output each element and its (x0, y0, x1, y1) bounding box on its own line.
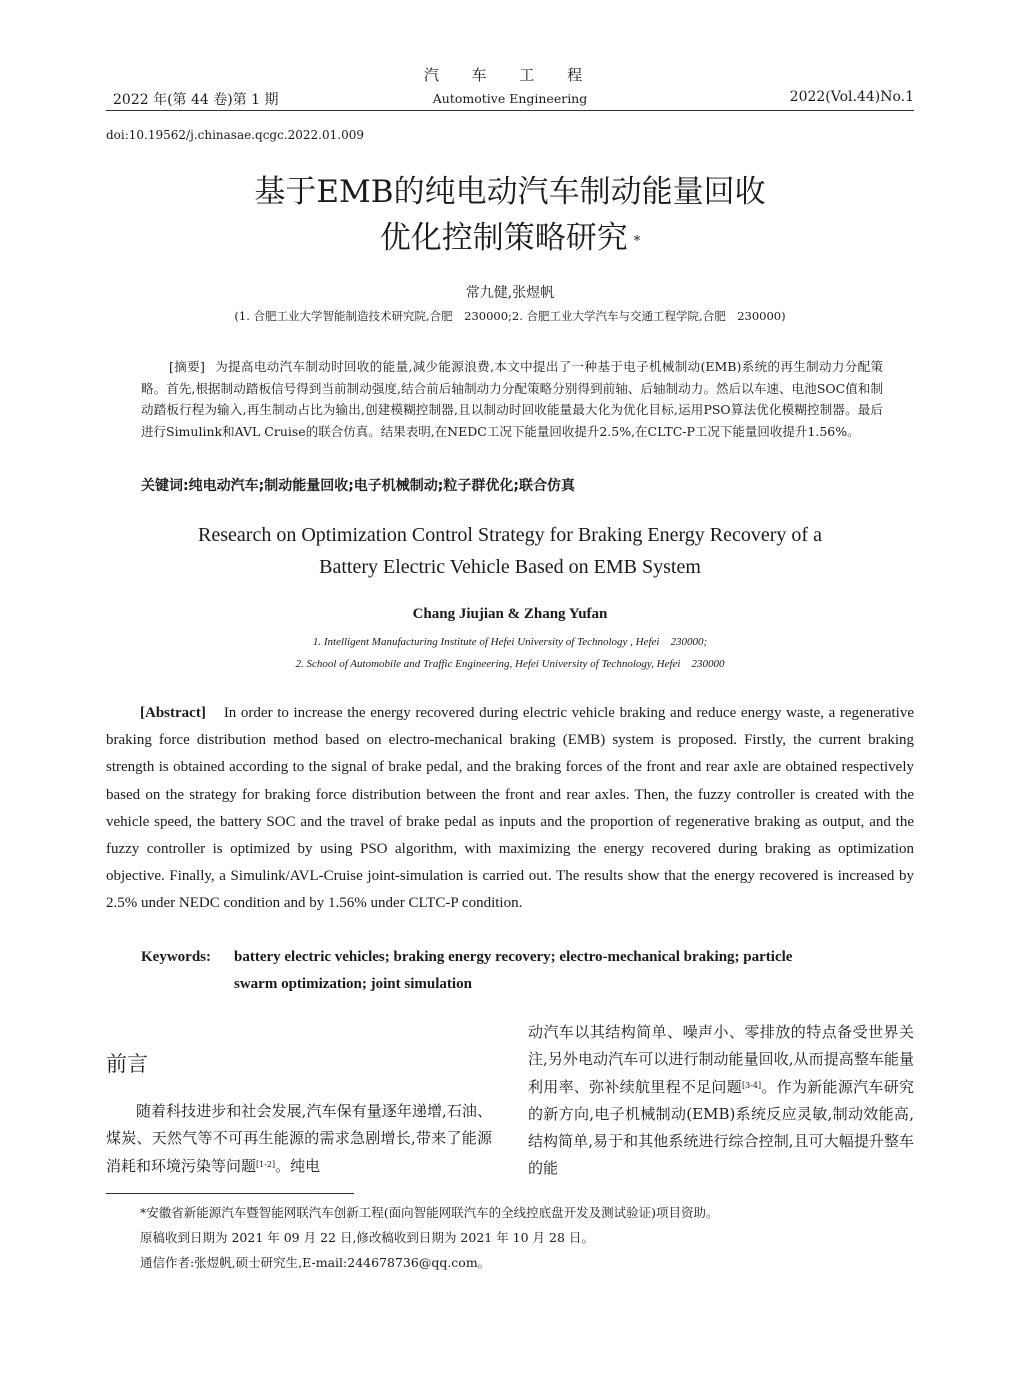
doi: doi:10.19562/j.chinasae.qcgc.2022.01.009 (106, 128, 364, 142)
keywords-cn-label: 关键词: (141, 478, 189, 494)
journal-title-cn: 汽 车 工 程 (423, 66, 597, 84)
issue-info-en: 2022(Vol.44)No.1 (789, 89, 914, 105)
body-right-text-b: 。作为新能源汽车研究的新方向,电子机械制动(EMB)系统反应灵敏,制动效能高,结构简单,易于和其他系统进行综合控制,且可大幅提升整车的能 (528, 1077, 914, 1178)
body-right-text-a: 动汽车以其结构简单、噪声小、零排放的特点备受世界关注,另外电动汽车可以进行制动能量回收,从而提高整车能量利用率、弥补续航里程不足问题 (528, 1023, 914, 1096)
keywords-en-label: Keywords: (141, 949, 211, 965)
body-left-column (106, 1098, 492, 1180)
keywords-cn (141, 475, 575, 495)
body-left-text-a: 随着科技进步和社会发展,汽车保有量逐年递增,石油、煤炭、天然气等不可再生能源的需求急剧增长,带来了能源消耗和环境污染等问题 (106, 1102, 492, 1175)
footnote-dates: 原稿收到日期为 2021 年 09 月 22 日,修改稿收到日期为 2021 年 10 月 28 日。 (140, 1230, 594, 1245)
title-footnote-mark: * (633, 234, 641, 249)
keywords-cn-text: 纯电动汽车;制动能量回收;电子机械制动;粒子群优化;联合仿真 (188, 478, 576, 494)
section-heading: 前言 (106, 1052, 148, 1076)
issue-info-cn: 2022 年(第 44 卷)第 1 期 (113, 92, 279, 108)
keywords-en-line2: swarm optimization; joint simulation (234, 976, 472, 992)
title-en-line2: Battery Electric Vehicle Based on EMB System (319, 556, 701, 578)
title-cn-line2 (0, 214, 1020, 262)
keywords-en-line1: battery electric vehicles; braking energy recovery; electro-mechanical braking; particle (234, 949, 793, 965)
footnote-fund: *安徽省新能源汽车暨智能网联汽车创新工程(面向智能网联汽车的全线控底盘开发及测试验证)项目资助。 (140, 1205, 719, 1220)
keywords-en (141, 944, 914, 998)
body-left-text-b: 。纯电 (275, 1156, 321, 1175)
journal-title-en: Automotive Engineering (432, 91, 588, 106)
authors-cn: 常九健,张煜帆 (465, 285, 555, 301)
abstract-cn-text: 为提高电动汽车制动时回收的能量,减少能源浪费,本文中提出了一种基于电子机械制动(EMB)系统的再生制动力分配策略。首先,根据制动踏板信号得到当前制动强度,结合前后轴制动力分配策略分别得到前轴、后轴制动力。然后以车速、电池SOC值和制动踏板行程为输入,再生制动占比为输出,创建模糊控制器,且以制动时回收能量最大化为优化目标,运用PSO算法优化模糊控制器。最后进行Simulink和AVL Cruise的联合仿真。结果表明,在NEDC工况下能量回收提升2.5%,在CLTC-P工况下能量回收提升1.56%。 (141, 359, 883, 439)
header-rule (106, 110, 914, 111)
abstract-en-label: [Abstract] (140, 705, 206, 721)
title-en-line1: Research on Optimization Control Strategy for Braking Energy Recovery of a (198, 524, 822, 546)
abstract-en-text: In order to increase the energy recovered during electric vehicle braking and reduce energy waste, a regenerative braking force distribution method based on electro-mechanical braking (EMB) system is proposed. Firstly, the current braking strength is obtained according to the signal of brake pedal, and the braking forces of the front and rear axle are obtained respectively based on the strategy for braking force distribution between the front and rear axles. Then, the fuzzy controller is created with the vehicle speed, the battery SOC and the travel of brake pedal as inputs and the proportion of regenerative braking as output, and the fuzzy controller is optimized by using PSO algorithm, with maximizing the energy recovered during braking as optimization objective. Finally, a Simulink/AVL-Cruise joint-simulation is carried out. The results show that the energy recovered is increased by 2.5% under NEDC condition and by 1.56% under CLTC-P condition. (106, 705, 914, 912)
authors-en: Chang Jiujian & Zhang Yufan (412, 606, 608, 622)
affiliations-cn: (1. 合肥工业大学智能制造技术研究院,合肥 230000;2. 合肥工业大学汽车与交通工程学院,合肥 230000) (234, 309, 786, 323)
body-right-column (528, 1019, 914, 1183)
footnote-contact: 通信作者:张煜帆,硕士研究生,E-mail:244678736@qq.com。 (140, 1255, 491, 1270)
citation-ref: [1-2] (256, 1159, 276, 1169)
abstract-en (106, 700, 914, 918)
abstract-cn (141, 356, 883, 442)
affiliation-en-2: 2. School of Automobile and Traffic Engineering, Hefei University of Technology, Hefei 230000 (295, 658, 725, 670)
abstract-cn-label: [摘要] (169, 359, 205, 374)
citation-ref: [3-4] (742, 1080, 762, 1090)
affiliation-en-1: 1. Intelligent Manufacturing Institute of Hefei University of Technology , Hefei 230000; (312, 636, 708, 648)
title-cn-line1: 基于EMB的纯电动汽车制动能量回收 (254, 174, 766, 210)
footnote-rule (106, 1193, 354, 1194)
title-cn-line2-text: 优化控制策略研究 (379, 220, 628, 256)
